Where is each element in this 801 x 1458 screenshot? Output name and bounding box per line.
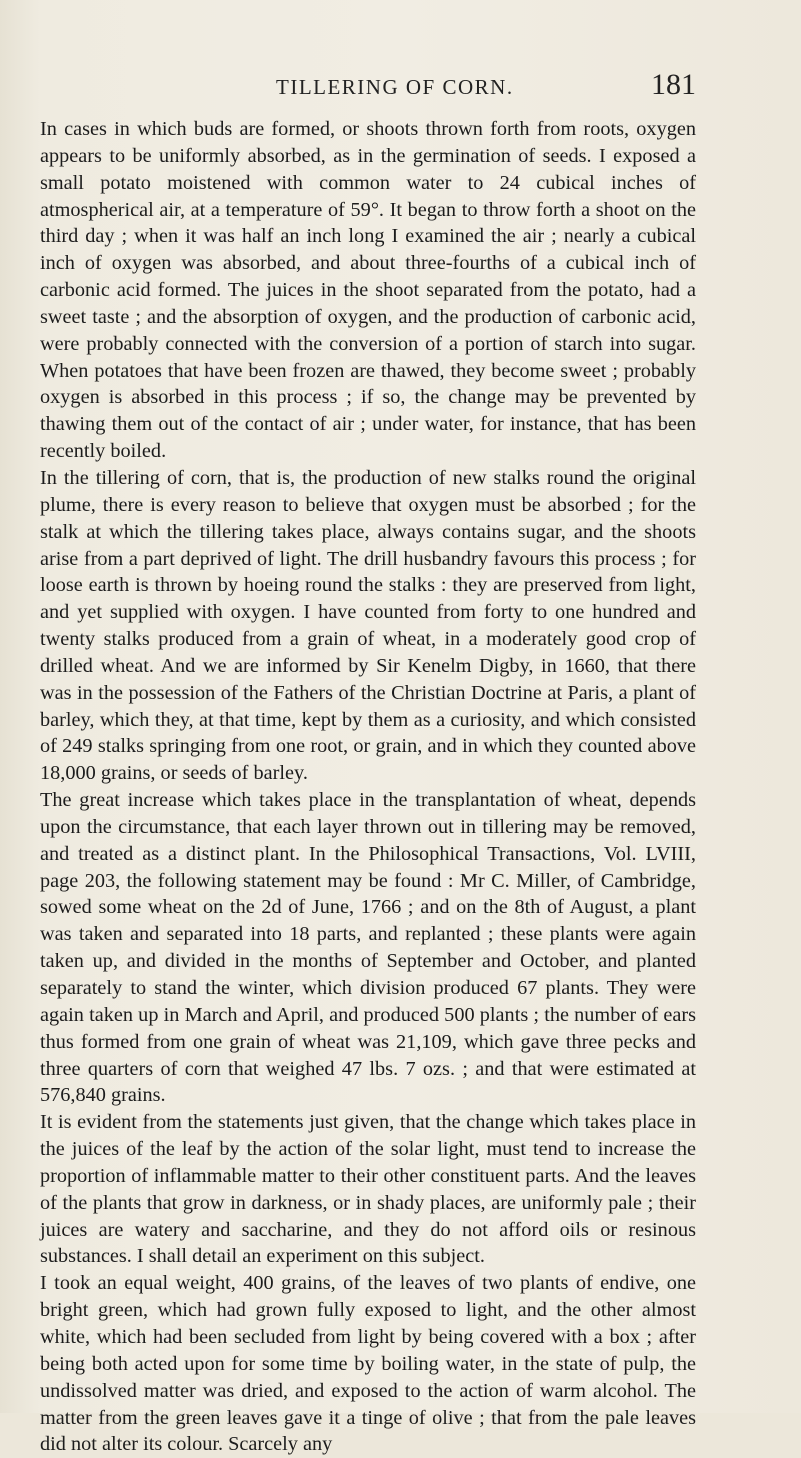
paragraph: The great increase which takes place in the transplantation of wheat, depends upon the circumstance, that each layer thrown out in tillering may be removed, and treated as a distinct plant. In the Philosophical Transactions, Vol. LVIII, page 203, the following statement may be found : Mr C. Miller, of Cambridge, sowed some wheat on the 2d of June, 1766 ; and on the 8th of August, a plant was taken and separated into 18 parts, and replanted ; these plants were again taken up, and divided in the months of September and October, and planted separately to stand the winter, which division produced 67 plants. They were again taken up in March and April, and produced 500 plants ; the number of ears thus formed from one grain of wheat was 21,109, which gave three pecks and three quarters of corn that weighed 47 lbs. 7 ozs. ; and that were estimated at 576,840 grains.	[40, 789, 696, 1107]
running-title: TILLERING OF CORN.	[276, 75, 514, 99]
page-header	[276, 68, 696, 108]
page-number: 181	[651, 68, 696, 101]
paragraph: It is evident from the statements just given, that the change which takes place in the juices of the leaf by the action of the solar light, must tend to increase the proportion of inflammable matter to their other constituent parts. And the leaves of the plants that grow in darkness, or in shady places, are uniformly pale ; their juices are watery and saccharine, and they do not afford oils or resinous substances. I shall detail an experiment on this subject.	[40, 1111, 696, 1268]
paragraph: In cases in which buds are formed, or shoots thrown forth from roots, oxygen appears to be uniformly absorbed, as in the germination of seeds. I exposed a small potato moistened with common water to 24 cubical inches of atmospherical air, at a temperature of 59°. It began to throw forth a shoot on the third day ; when it was half an inch long I examined the air ; nearly a cubical inch of oxygen was absorbed, and about three-fourths of a cubical inch of carbonic acid formed. The juices in the shoot separated from the potato, had a sweet taste ; and the absorption of oxygen, and the production of carbonic acid, were probably connected with the conversion of a portion of starch into sugar. When potatoes that have been frozen are thawed, they become sweet ; probably oxygen is absorbed in this process ; if so, the change may be prevented by thawing them out of the contact of air ; under water, for instance, that has been recently boiled.	[40, 118, 696, 463]
body-text	[40, 116, 696, 1458]
paragraph: In the tillering of corn, that is, the production of new stalks round the original plume, there is every reason to believe that oxygen must be absorbed ; for the stalk at which the tillering takes place, always contains sugar, and the shoots arise from a part deprived of light. The drill husbandry favours this process ; for loose earth is thrown by hoeing round the stalks : they are preserved from light, and yet supplied with oxygen. I have counted from forty to one hundred and twenty stalks produced from a grain of wheat, in a moderately good crop of drilled wheat. And we are informed by Sir Kenelm Digby, in 1660, that there was in the possession of the Fathers of the Christian Doctrine at Paris, a plant of barley, which they, at that time, kept by them as a curiosity, and which consisted of 249 stalks springing from one root, or grain, and in which they counted above 18,000 grains, or seeds of barley.	[40, 466, 696, 785]
paragraph: I took an equal weight, 400 grains, of the leaves of two plants of endive, one bright green, which had grown fully exposed to light, and the other almost white, which had been secluded from light by being covered with a box ; after being both acted upon for some time by boiling water, in the state of pulp, the undissolved matter was dried, and exposed to the action of warm alcohol. The matter from the green leaves gave it a tinge of olive ; that from the pale leaves did not alter its colour. Scarcely any	[40, 1272, 696, 1456]
